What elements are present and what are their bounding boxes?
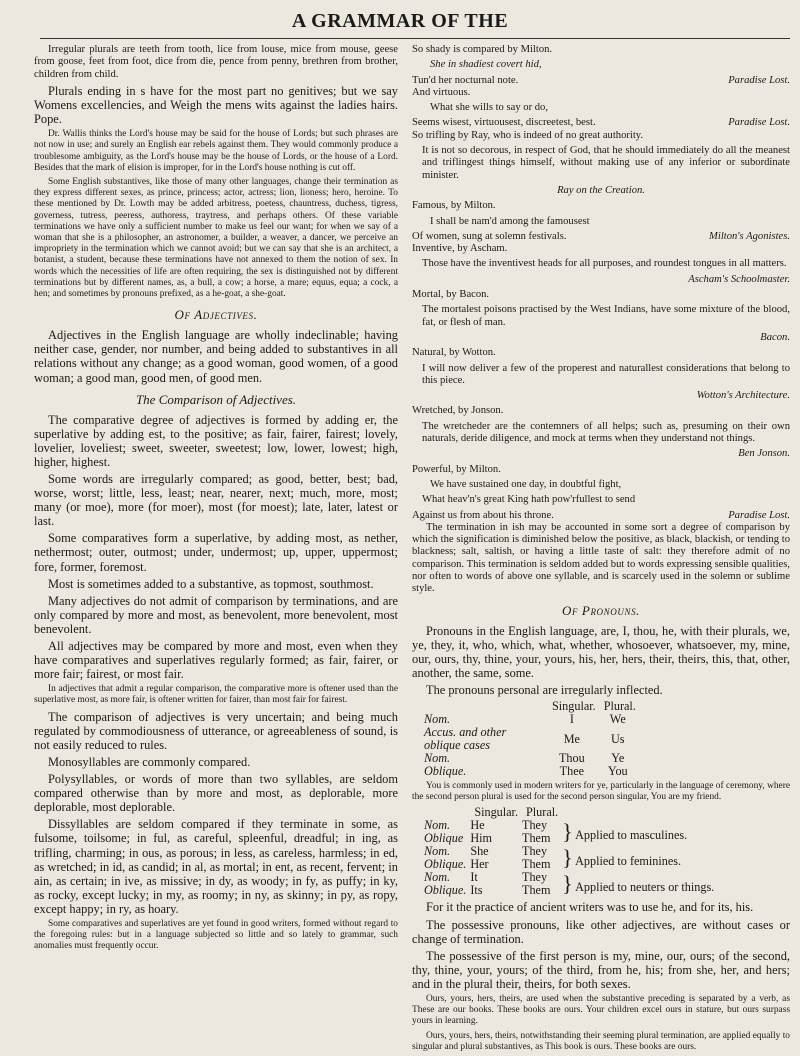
paragraph-comparison-6: All adjectives may be compared by more and most, even when they have comparatives and superlatives regularly formed; as fair, fairer, or more fair; fairest, or most fair. xyxy=(34,639,398,682)
brace-icon: } xyxy=(562,870,573,896)
pronoun-cell: Her xyxy=(470,857,489,872)
paragraph-comparison-4: Most is sometimes added to a substantive, as topmost, southmost. xyxy=(48,576,374,591)
quote-natural: I will now deliver a few of the properest and naturallest considerations that belong to this piece. xyxy=(422,362,790,386)
pronoun-cell: He xyxy=(470,818,485,833)
source-paradise-lost: Paradise Lost. xyxy=(728,509,790,521)
quote-powerful: We have sustained one day, in doubtful fight, xyxy=(430,478,622,490)
pronoun-table-third xyxy=(424,806,718,897)
brace-icon: } xyxy=(562,818,573,844)
header-rule xyxy=(40,38,790,39)
running-header: A GRAMMAR OF THE xyxy=(291,10,509,32)
example-wretched: Wretched, by Jonson. xyxy=(412,405,504,417)
pronoun-cell: They xyxy=(522,818,548,833)
paragraph-possessive-3: Ours, yours, hers, theirs, are used when the substantive preceding is separated by a verb, as These are our books. These books are ours. Your children excel ours in stature, but ours surpass yours in learning. xyxy=(412,994,790,1027)
pronoun-cell: Thee xyxy=(559,764,585,779)
example-shady: So shady is compared by Milton. xyxy=(412,44,553,55)
pronoun-cell: They xyxy=(522,844,548,859)
gender-note: } Applied to feminines. xyxy=(562,844,682,870)
case-label: Nom. xyxy=(424,870,451,885)
pronoun-cell: They xyxy=(522,870,548,885)
pronoun-cell: Thou xyxy=(558,751,585,766)
left-column xyxy=(34,44,398,956)
paragraph-ish-termination: The termination in ish may be accounted in some sort a degree of comparison by which the signification is diminished below the positive, as black, blackish, or tending to blackness; salt, saltish, or having a little taste of salt: they therefore admit of no comparison. This termination is seldom added but to words expressing sensible qualities, nor often to words of above one syllable, and is scarcely used in the solemn or sublime style. xyxy=(412,521,790,595)
note-anomalies: Some comparatives and superlatives are yet found in good writers, formed without regard to the foregoing rules: but in a language subjected so little and so lately to grammar, such anomalies must frequently occur. xyxy=(34,919,398,952)
case-label: Oblique. xyxy=(424,883,467,898)
source-bacon: Bacon. xyxy=(760,331,790,343)
paragraph-comparison-1: The comparative degree of adjectives is formed by adding er, the superlative by adding est, to the positive; as fair, fairer, fairest; lovely, lovelier, loveliest; sweet, sweeter, sweetest; low, lower, lowest; high, higher, highest. xyxy=(34,412,398,469)
pronoun-cell: We xyxy=(609,712,626,727)
section-heading-comparison: The Comparison of Adjectives. xyxy=(135,391,297,407)
case-label: Nom. xyxy=(424,844,451,859)
example-powerful: Powerful, by Milton. xyxy=(412,463,501,475)
case-label: Oblique. xyxy=(424,764,467,779)
pronoun-cell: You xyxy=(607,764,628,779)
pronoun-cell: Them xyxy=(522,831,551,846)
quote-powerful-line3: Against us from about his throne. Paradise Lost. xyxy=(412,509,790,521)
quote-wretched: The wretcheder are the contemners of all helps; such as, presuming on their own naturals, deride diligence, and mock at terms when they understand not things. xyxy=(422,420,790,445)
example-virtuous: And virtuous. xyxy=(412,86,471,98)
note-comparison: In adjectives that admit a regular comparison, the comparative more is oftener used than the superlative most, as more fair, is oftener written for fairer, than most fair for fairest. xyxy=(34,684,398,706)
source-ray: Ray on the Creation. xyxy=(557,184,645,196)
source-paradise-lost: Paradise Lost. xyxy=(728,74,790,86)
pronoun-cell: It xyxy=(470,870,478,885)
section-heading-adjectives: Of Adjectives. xyxy=(174,307,258,323)
paragraph-irregular-plurals: Irregular plurals are teeth from tooth, lice from louse, mice from mouse, geese from goose, feet from foot, dice from die, pence from penny, brethren from brother, children from child. xyxy=(34,44,398,80)
case-label: Oblique. xyxy=(424,857,467,872)
paragraph-comparison-9: Polysyllables, or words of more than two syllables, are seldom compared otherwise than by more and most, as deplorable, more deplorable, most deplorable. xyxy=(34,772,398,815)
paragraph-its: For it the practice of ancient writers was to use he, and for its, his. xyxy=(426,900,754,915)
case-label: Nom. xyxy=(424,751,451,766)
pronoun-cell: She xyxy=(470,844,489,859)
case-label: Accus. and other oblique cases xyxy=(424,725,507,753)
source-milton-agonistes: Milton's Agonistes. xyxy=(709,230,790,242)
paragraph-comparison-2: Some words are irregularly compared; as good, better, best; bad, worse, worst; little, less, least; near, nearer, next; much, more, most; many (or moe), more (for moer), most (for moest); late, later, latest or last. xyxy=(34,471,398,529)
pronoun-cell: Them xyxy=(522,883,551,898)
case-label: Nom. xyxy=(424,712,451,727)
case-label: Oblique xyxy=(424,831,464,846)
paragraph-comparison-3: Some comparatives form a superlative, by adding most, as nether, nethermost; outer, outmost; under, undermost; up, upper, uppermost; fore, former, foremost. xyxy=(34,531,398,574)
pronoun-cell: Him xyxy=(470,831,492,846)
note-you: You is commonly used in modern writers for ye, particularly in the language of ceremony, where the second person plural is used for the second person singular, You are my friend. xyxy=(412,781,790,803)
pronoun-cell: Ye xyxy=(611,751,625,766)
quote-mortal: The mortalest poisons practised by the West Indians, have some mixture of the blood, fat, or flesh of man. xyxy=(422,304,790,328)
pronoun-cell: Me xyxy=(563,731,580,746)
paragraph-pronouns: Pronouns in the English language, are, I, thou, he, with their plurals, we, ye, they, it, who, which, what, whether, whosoever, whatsoever, my, mine, our, ours, thy, thine, your, yours, his, her, hers, their, theirs, this, that, other, another, the same, some. xyxy=(412,623,790,680)
source-ascham: Ascham's Schoolmaster. xyxy=(688,273,790,285)
paragraph-comparison-10: Dissyllables are seldom compared if they terminate in some, as fulsome, toilsome; in ful, as careful, spleenful, dreadful; in ing, as trifling, charming; in ous, as porous; in less, as careless, harmless; in ed, as wretched; in id, as candid; in al, as mortal; in ent, as recent, fervent; in ain, as certain; in ive, as missive; in dy, as woody; in fy, as puffy; in ky, as rocky, except lucky; in my, as roomy; in ny, as skinny; in py, as ropy, except happy; in ry, as hoary. xyxy=(34,817,398,916)
pronoun-table-first-second xyxy=(424,700,640,778)
paragraph-comparison-7: The comparison of adjectives is very uncertain; and being much regulated by commodiousness of utterance, or agreeableness of sound, is not easily reduced to rules. xyxy=(34,709,398,752)
paragraph-possessive-4: Ours, yours, hers, theirs, notwithstanding their seeming plural termination, are applied equally to singular and plural substantives, as This book is ours. These books are ours. xyxy=(412,1030,790,1052)
quote-inventive: Those have the inventivest heads for all purposes, and roundest tongues in all matters. xyxy=(422,258,787,270)
brace-icon: } xyxy=(562,844,573,870)
right-column xyxy=(412,44,790,1056)
paragraph-plural-genitives: Plurals ending in s have for the most part no genitives; but we say Womens excellencies, and Weigh the mens wits against the ladies hairs. Pope. xyxy=(34,83,398,127)
source-pope: Pope. xyxy=(34,112,62,127)
column-singular: Singular. xyxy=(474,805,518,820)
quote-shady: She in shadiest covert hid, xyxy=(430,59,542,71)
pronoun-cell: Its xyxy=(470,883,483,898)
paragraph-wallis: Dr. Wallis thinks the Lord's house may be said for the house of Lords; but such phrases are not now in use; and surely an English ear rebels against them. They would commonly produce a troublesome ambiguity, as the Lord's house may be the house of Lords, or the house of a Lord. Besides that the mark of elision is improper, for in the Lord's house nothing is cut off. xyxy=(34,129,398,173)
example-natural: Natural, by Wotton. xyxy=(412,347,496,359)
source-jonson: Ben Jonson. xyxy=(738,448,790,460)
column-plural: Plural. xyxy=(603,699,636,714)
source-paradise-lost: Paradise Lost. xyxy=(728,117,790,129)
quote-famous: I shall be nam'd among the famousest xyxy=(430,215,590,227)
paragraph-adjectives: Adjectives in the English language are wholly indeclinable; having neither case, gender, nor number, and being added to substantives in all relations without any change; as a good woman, good women, of a good woman; a good man, good men, of good men. xyxy=(34,328,398,385)
gender-note: } Applied to masculines. xyxy=(562,818,688,844)
pronoun-cell: Them xyxy=(522,857,551,872)
column-singular: Singular. xyxy=(552,699,596,714)
pronoun-cell: Us xyxy=(611,731,625,746)
paragraph-pronouns-personal: The pronouns personal are irregularly inflected. xyxy=(426,682,663,697)
example-inventive: Inventive, by Ascham. xyxy=(412,243,508,255)
column-plural: Plural. xyxy=(526,805,559,820)
pronoun-cell: I xyxy=(569,712,574,727)
paragraph-sex-terminations: Some English substantives, like those of many other languages, change their termination as they express different sexes, as prince, princess; actor, actress; lion, lioness; hero, heroine. To these mentioned by Dr. Lowth may be added arbitress, poetess, chauntress, duchess, tigress, governess, tutress, peeress, authoress, traytress, and perhaps others. Of these variable terminations we have only a sufficient number to make us feel our want; for when we say of a woman that she is a philosopher, an astronomer, a builder, a weaver, a dancer, we perceive an impropriety in the termination which we cannot avoid; but we can say that she is an architect, a botanist, a student, because these terminations have not annexed to them the notion of sex. In words which the necessities of life are often requiring, the sex is distinguished not by different terminations but by different names, as, a bull, a cow; a horse, a mare; equus, equa; a cock, a hen; and sometimes by pronouns prefixed, as a he-goat, a she-goat. xyxy=(34,176,398,300)
example-famous: Famous, by Milton. xyxy=(412,200,496,212)
quote-virtuous-line2: Seems wisest, virtuousest, discreetest, best. Paradise Lost. xyxy=(412,117,790,129)
paragraph-comparison-5: Many adjectives do not admit of comparison by terminations, and are only compared by more and most, as benevolent, more benevolent, most benevolent. xyxy=(34,593,398,636)
quote-powerful-line2: What heav'n's great King hath pow'rfullest to send xyxy=(422,494,636,506)
gender-note: } Applied to neuters or things. xyxy=(562,870,715,896)
example-mortal: Mortal, by Bacon. xyxy=(412,289,490,301)
quote-famous-line2: Of women, sung at solemn festivals. Milton's Agonistes. xyxy=(412,230,790,242)
paragraph-possessive-1: The possessive pronouns, like other adjectives, are without cases or change of termination. xyxy=(412,917,790,946)
quote-shady-line2: Tun'd her nocturnal note. Paradise Lost. xyxy=(412,74,790,86)
section-heading-pronouns: Of Pronouns. xyxy=(561,602,641,618)
paragraph-possessive-2: The possessive of the first person is my, mine, our, ours; of the second, thy, thine, your, yours; of the third, from he, his; from she, her, and hers; and in the plural their, theirs, for both sexes. xyxy=(412,948,790,991)
source-wotton: Wotton's Architecture. xyxy=(696,390,790,402)
quote-virtuous: What she wills to say or do, xyxy=(430,102,548,114)
case-label: Nom. xyxy=(424,818,451,833)
example-trifling: So trifling by Ray, who is indeed of no great authority. xyxy=(412,129,644,141)
quote-trifling: It is not so decorous, in respect of God, that he should immediately do all the meanest and triflingest things himself, without making use of any inferior or subordinate minister. xyxy=(422,145,790,181)
paragraph-comparison-8: Monosyllables are commonly compared. xyxy=(48,754,251,769)
